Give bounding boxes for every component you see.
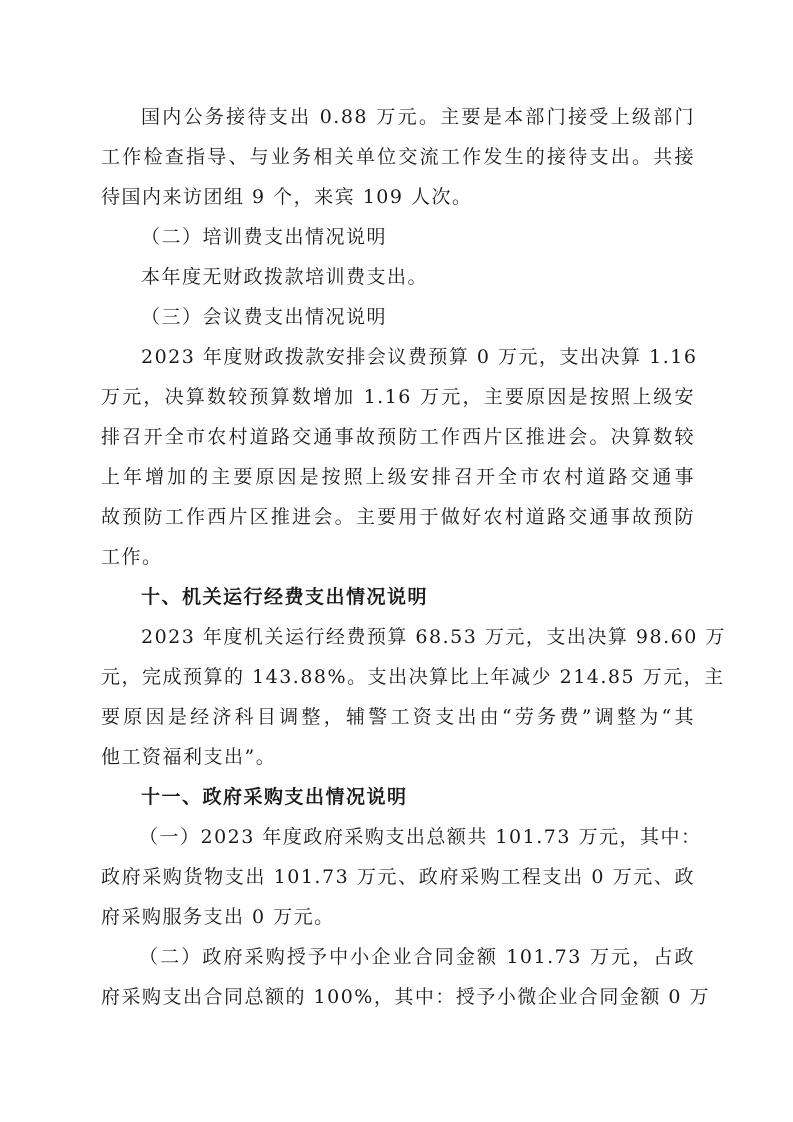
paragraph-line: 上年增加的主要原因是按照上级安排召开全市农村道路交通事 bbox=[101, 466, 695, 488]
paragraph-line: 工作。 bbox=[101, 546, 163, 568]
paragraph-line: 要原因是经济科目调整，辅警工资支出由“劳务费”调整为“其 bbox=[101, 706, 695, 728]
section-heading-procurement: 十一、政府采购支出情况说明 bbox=[141, 786, 408, 808]
paragraph-line: 本年度无财政拨款培训费支出。 bbox=[141, 266, 429, 288]
paragraph-line: （一）2023 年度政府采购支出总额共 101.73 万元，其中： bbox=[139, 826, 702, 848]
document-body bbox=[101, 97, 726, 1017]
subsection-heading-meeting: （三）会议费支出情况说明 bbox=[141, 306, 388, 328]
paragraph-line: 待国内来访团组 9 个，来宾 109 人次。 bbox=[101, 186, 473, 208]
paragraph-line: 府采购支出合同总额的 100%，其中：授予小微企业合同金额 0 万 bbox=[101, 986, 711, 1008]
section-heading-operating-expenses: 十、机关运行经费支出情况说明 bbox=[141, 586, 429, 608]
paragraph-line: 故预防工作西片区推进会。主要用于做好农村道路交通事故预防 bbox=[101, 506, 695, 528]
paragraph-line: 国内公务接待支出 0.88 万元。主要是本部门接受上级部门 bbox=[141, 106, 695, 128]
paragraph-line: 元，完成预算的 143.88%。支出决算比上年减少 214.85 万元，主 bbox=[101, 666, 725, 688]
paragraph-line: 工作检查指导、与业务相关单位交流工作发生的接待支出。共接 bbox=[101, 146, 695, 168]
paragraph-line: 政府采购货物支出 101.73 万元、政府采购工程支出 0 万元、政 bbox=[101, 866, 695, 888]
paragraph-line: （二）政府采购授予中小企业合同金额 101.73 万元，占政 bbox=[139, 946, 695, 968]
paragraph-line: 排召开全市农村道路交通事故预防工作西片区推进会。决算数较 bbox=[101, 426, 695, 448]
paragraph-line: 府采购服务支出 0 万元。 bbox=[101, 906, 335, 928]
paragraph-line: 2023 年度机关运行经费预算 68.53 万元，支出决算 98.60 万 bbox=[141, 626, 726, 648]
paragraph-line: 他工资福利支出”。 bbox=[101, 746, 277, 768]
paragraph-line: 2023 年度财政拨款安排会议费预算 0 万元，支出决算 1.16 bbox=[141, 346, 698, 368]
paragraph-line: 万元，决算数较预算数增加 1.16 万元，主要原因是按照上级安 bbox=[101, 386, 695, 408]
subsection-heading-training: （二）培训费支出情况说明 bbox=[141, 226, 388, 248]
